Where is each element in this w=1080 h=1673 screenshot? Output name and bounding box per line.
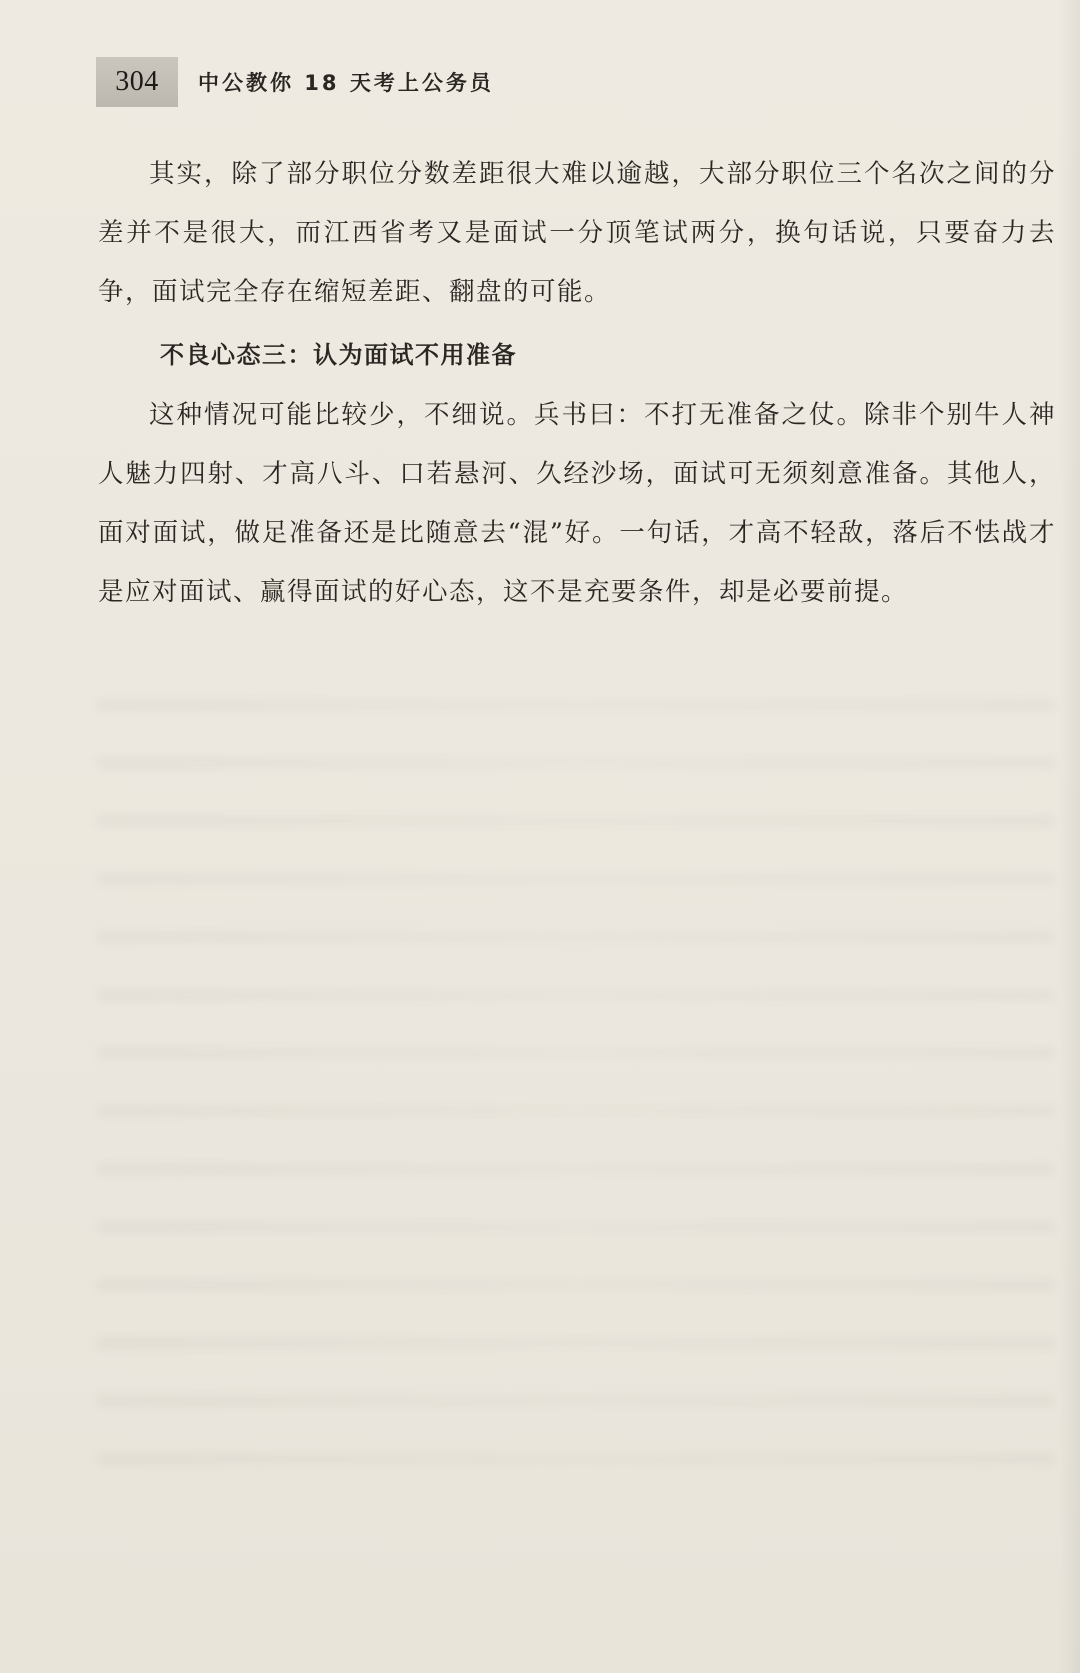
show-through-line <box>96 758 1056 768</box>
page-number: 304 <box>96 57 178 107</box>
show-through-text <box>96 700 1056 1570</box>
page-edge-shadow <box>1058 0 1080 1673</box>
show-through-line <box>96 1106 1056 1116</box>
show-through-line <box>96 1454 1056 1464</box>
show-through-line <box>96 1338 1056 1348</box>
show-through-line <box>96 1280 1056 1290</box>
show-through-line <box>96 1396 1056 1406</box>
book-title: 中公教你 18 天考上公务员 <box>198 71 494 95</box>
show-through-line <box>96 932 1056 942</box>
paragraph: 这种情况可能比较少，不细说。兵书曰：不打无准备之仗。除非个别牛人神人魅力四射、才高八斗、口若悬河、久经沙场，面试可无须刻意准备。其他人，面对面试，做足准备还是比随意去“混”好。一句话，才高不轻敌，落后不怯战才是应对面试、赢得面试的好心态，这不是充要条件，却是必要前提。 <box>98 400 1056 607</box>
show-through-line <box>96 816 1056 826</box>
show-through-line <box>96 700 1056 710</box>
page-body <box>98 145 1056 622</box>
show-through-line <box>96 1222 1056 1232</box>
paragraph: 其实，除了部分职位分数差距很大难以逾越，大部分职位三个名次之间的分差并不是很大，而江西省考又是面试一分顶笔试两分，换句话说，只要奋力去争，面试完全存在缩短差距、翻盘的可能。 <box>98 159 1056 307</box>
section-heading: 不良心态三：认为面试不用准备 <box>160 341 517 369</box>
show-through-line <box>96 990 1056 1000</box>
show-through-line <box>96 1164 1056 1174</box>
page-header <box>96 57 494 107</box>
show-through-line <box>96 874 1056 884</box>
show-through-line <box>96 1048 1056 1058</box>
